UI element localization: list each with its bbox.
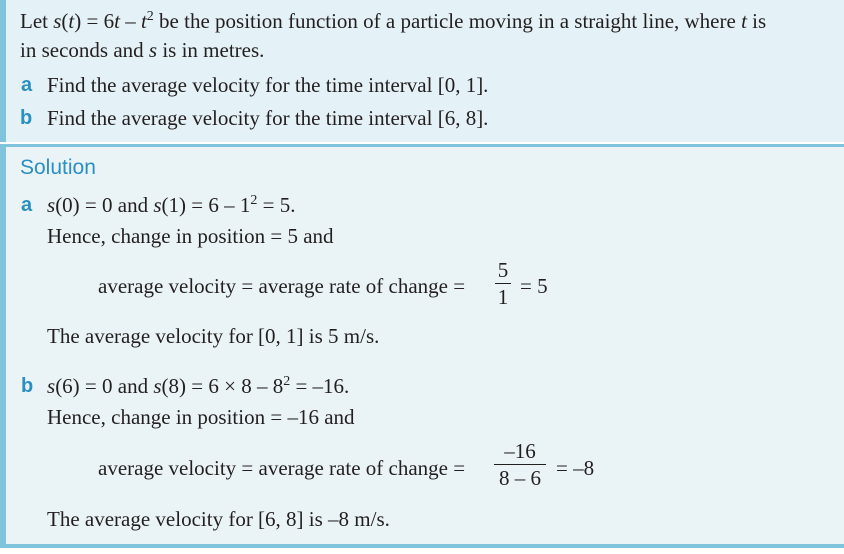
solution-a-line-1: s(0) = 0 and $s(1) = 6 - 1^2 = 5$.	[47, 193, 296, 217]
solution-b-equation: average velocity = average rate of change =	[98, 456, 466, 480]
bottom-rule	[0, 544, 844, 548]
solution-a-line-2: Hence, change in position = 5 and	[47, 224, 334, 248]
fraction-numerator: 5	[497, 258, 509, 282]
solution-part-b-label: b	[21, 375, 34, 397]
fraction-denominator: 8 – 6	[499, 466, 541, 490]
fraction-bar	[495, 283, 511, 284]
solution-part-a-label: a	[21, 194, 33, 216]
solution-a-conclusion: The average velocity for [0, 1] is 5 m/s.	[47, 324, 380, 348]
solution-b-line-1: s(6) = 0 and $s(8) = 6 \times 8 - 8^2 = -16$.	[47, 374, 350, 398]
solution-a-result: = 5	[520, 274, 548, 298]
solution-a-equation: average velocity = average rate of change =	[98, 274, 466, 298]
solution-b-conclusion: The average velocity for [6, 8] is –8 m/s.	[47, 507, 390, 531]
question-part-a-text: Find the average velocity for the time interval [0, 1].	[47, 73, 489, 97]
question-part-b-text: Find the average velocity for the time interval [6, 8].	[47, 106, 489, 130]
solution-a-fraction	[495, 259, 511, 308]
question-part-b-label: b	[20, 107, 33, 129]
question-line-1: Let $s(t) = 6t - t^2$ be the position function of a particle moving in a straight line, where t is	[20, 9, 767, 33]
solution-b-line-2: Hence, change in position = –16 and	[47, 405, 355, 429]
solution-b-result: = –8	[556, 456, 595, 480]
question-part-a-label: a	[21, 74, 33, 96]
solution-b-fraction	[494, 440, 546, 489]
question-line-2: in seconds and s is in metres.	[20, 38, 265, 62]
fraction-bar	[494, 464, 546, 465]
fraction-numerator: –16	[504, 439, 536, 463]
solution-heading: Solution	[20, 156, 96, 179]
fraction-denominator: 1	[497, 285, 509, 309]
